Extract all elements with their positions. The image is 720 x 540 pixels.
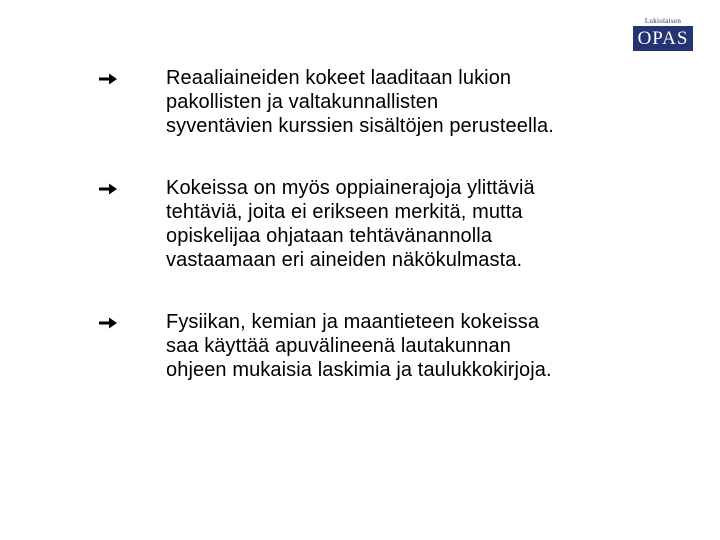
bullet-text: [166, 66, 666, 138]
bullet-line: syventävien kurssien sisältöjen perusteella.: [166, 115, 554, 137]
bullet-line: opiskelijaa ohjataan tehtävänannolla: [166, 225, 493, 247]
logo-main-text: OPAS: [633, 26, 693, 51]
bullet-text: [166, 310, 666, 382]
bullet-line: tehtäviä, joita ei erikseen merkitä, mutta: [166, 201, 523, 223]
arrow-right-icon: [98, 72, 118, 86]
bullet-text: [166, 176, 666, 272]
bullet-line: saa käyttää apuvälineenä lautakunnan: [166, 335, 511, 357]
arrow-right-icon: [98, 182, 118, 196]
bullet-line: Reaaliaineiden kokeet laaditaan lukion: [166, 67, 512, 89]
bullet-line: Fysiikan, kemian ja maantieteen kokeissa: [166, 311, 540, 333]
bullet-line: Kokeissa on myös oppiainerajoja ylittäviä: [166, 177, 535, 199]
bullet-line: vastaamaan eri aineiden näkökulmasta.: [166, 249, 523, 271]
bullet-line: ohjeen mukaisia laskimia ja taulukkokirjoja.: [166, 359, 552, 381]
logo-top-text: Lukiolaisen: [644, 17, 682, 25]
arrow-right-icon: [98, 316, 118, 330]
opas-logo: [632, 17, 694, 51]
bullet-line: pakollisten ja valtakunnallisten: [166, 91, 439, 113]
